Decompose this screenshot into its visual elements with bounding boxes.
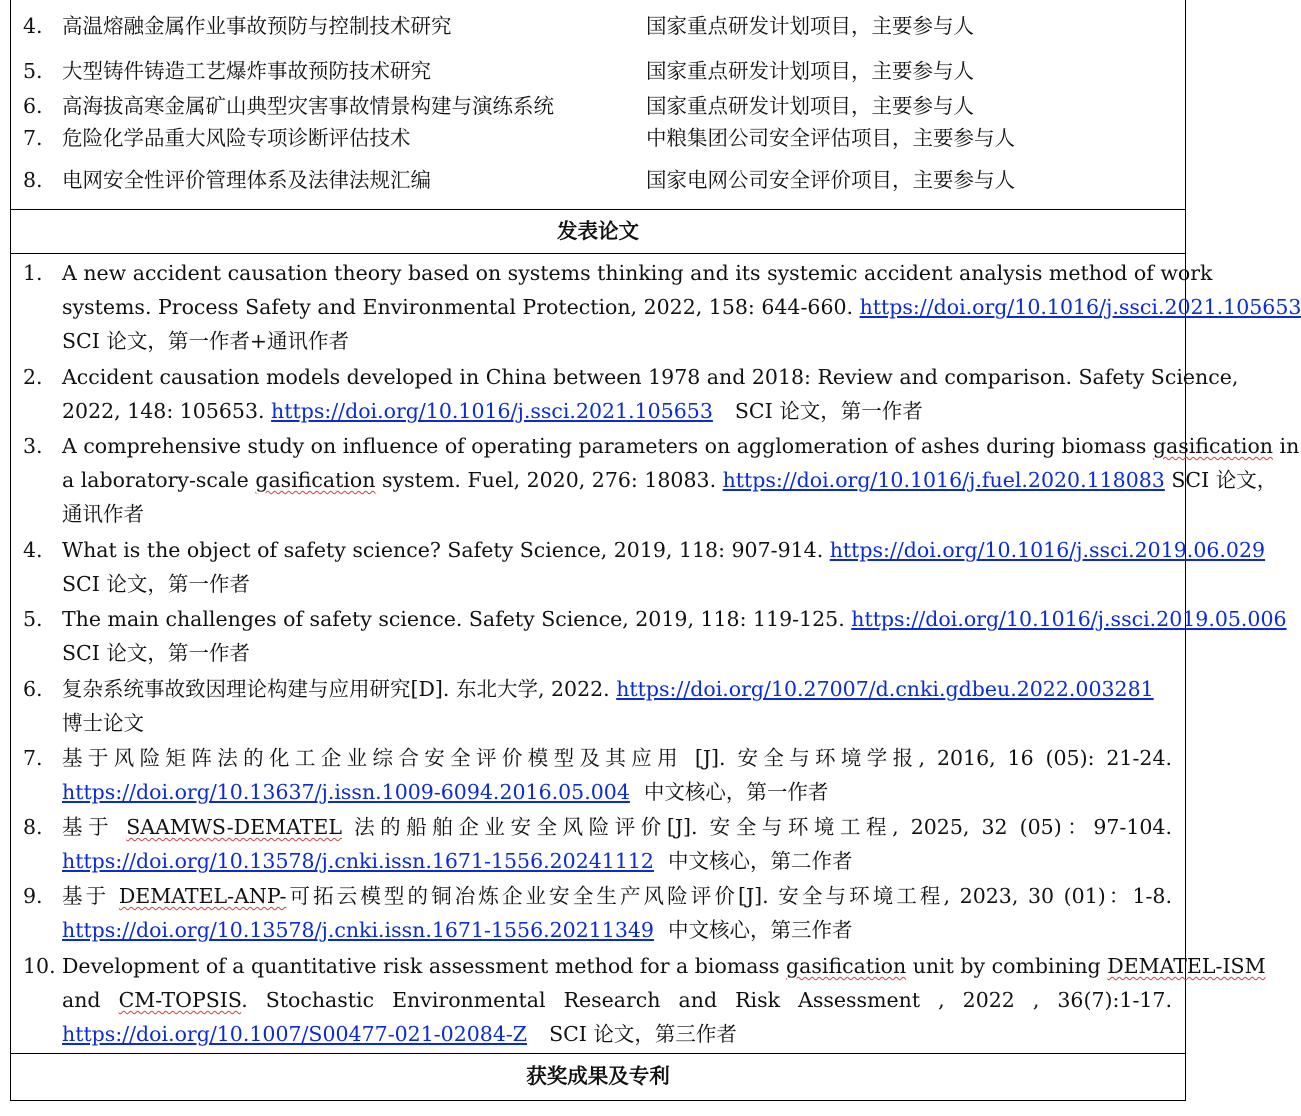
- spellcheck-word: gasification: [786, 954, 907, 978]
- project-title: 大型铸件铸造工艺爆炸事故预防技术研究: [62, 59, 431, 83]
- project-row: [11, 123, 1185, 153]
- paper-citation: A comprehensive study on influence of operating parameters on agglomeration of ashes during biomass: [62, 434, 1153, 458]
- section-title-awards: 获奖成果及专利: [526, 1064, 670, 1088]
- paper-citation: Development of a quantitative risk assessment method for a biomass: [62, 954, 787, 978]
- paper-citation: 复杂系统事故致因理论构建与应用研究[D]. 东北大学, 2022.: [62, 677, 617, 701]
- paper-citation: The main challenges of safety science. Safety Science, 2019, 118: 119-125.: [62, 607, 852, 631]
- paper-number: 1.: [23, 261, 43, 285]
- project-title: 危险化学品重大风险专项诊断评估技术: [62, 126, 411, 150]
- paper-citation: systems. Process Safety and Environmental Protection, 2022, 158: 644-660.: [62, 295, 860, 319]
- project-row: [11, 165, 1185, 195]
- doi-link[interactable]: https://doi.org/10.1016/j.fuel.2020.118083: [722, 468, 1165, 492]
- paper-note: SCI 论文，第三作者: [549, 1022, 737, 1046]
- paper-citation: 2022, 148: 105653.: [62, 399, 272, 423]
- doi-link[interactable]: https://doi.org/10.1016/j.ssci.2021.105653: [271, 399, 713, 423]
- paper-citation: in: [1273, 434, 1300, 458]
- project-role: 国家重点研发计划项目，主要参与人: [646, 59, 974, 83]
- paper-citation: 法的船舶企业安全风险评价[J]. 安全与环境工程, 2025, 32 (05)：97-104.: [341, 815, 1172, 839]
- paper-citation: 基于: [62, 884, 119, 908]
- project-title: 电网安全性评价管理体系及法律法规汇编: [62, 168, 431, 192]
- project-number: 8.: [23, 168, 43, 192]
- project-row: [11, 91, 1185, 121]
- paper-text: 基于风险矩阵法的化工企业综合安全评价模型及其应用 [J]. 安全与环境学报, 2016, 16 (05): 21-24.: [62, 746, 1172, 770]
- project-number: 5.: [23, 59, 43, 83]
- paper-text: [62, 844, 1172, 878]
- paper-citation: system. Fuel, 2020, 276: 18083.: [375, 468, 723, 492]
- paper-note: SCI 论文，: [1164, 468, 1278, 492]
- doi-link[interactable]: https://doi.org/10.13578/j.cnki.issn.1671-1556.20211349: [62, 918, 654, 942]
- paper-text: [62, 394, 1172, 428]
- paper-text: Accident causation models developed in China between 1978 and 2018: Review and comparison. Safety Science,: [62, 365, 1239, 389]
- paper-note: 中文核心，第一作者: [643, 780, 829, 804]
- paper-number: 8.: [23, 815, 43, 839]
- project-role: 中粮集团公司安全评估项目，主要参与人: [646, 126, 1015, 150]
- paper-text: [62, 290, 1301, 324]
- paper-number: 3.: [23, 434, 43, 458]
- project-role: 国家电网公司安全评价项目，主要参与人: [646, 168, 1015, 192]
- paper-citation: and: [62, 988, 101, 1012]
- paper-number: 7.: [23, 746, 43, 770]
- paper-citation: . Stochastic Environmental Research and Risk Assessment , 2022 , 36(7):1-17.: [241, 988, 1172, 1012]
- project-title: 高海拔高寒金属矿山典型灾害事故情景构建与演练系统: [62, 94, 554, 118]
- project-row: [11, 56, 1185, 86]
- paper-text: [62, 983, 1172, 1017]
- doi-link[interactable]: https://doi.org/10.13637/j.issn.1009-6094.2016.05.004: [62, 780, 630, 804]
- paper-number: 10.: [23, 954, 56, 978]
- paper-note: SCI 论文，第一作者: [62, 641, 250, 665]
- project-number: 7.: [23, 126, 43, 150]
- paper-note: 中文核心，第二作者: [667, 849, 853, 873]
- paper-citation: 基于: [62, 815, 127, 839]
- project-row: [11, 11, 1185, 41]
- paper-note: SCI 论文，第一作者+通讯作者: [62, 329, 350, 353]
- paper-citation: What is the object of safety science? Safety Science, 2019, 118: 907-914.: [62, 538, 830, 562]
- paper-number: 2.: [23, 365, 43, 389]
- paper-text: [62, 429, 1300, 463]
- paper-citation: 可拓云模型的铜冶炼企业安全生产风险评价[J]. 安全与环境工程, 2023, 30 (01)：1-8.: [286, 884, 1172, 908]
- project-number: 4.: [23, 14, 43, 38]
- table-divider: [11, 1053, 1185, 1054]
- paper-number: 5.: [23, 607, 43, 631]
- paper-text: [62, 533, 1266, 567]
- paper-text: [62, 913, 1172, 947]
- spellcheck-word: DEMATEL-ISM: [1107, 954, 1266, 978]
- paper-text: [62, 1017, 1172, 1051]
- spellcheck-word: gasification: [255, 468, 376, 492]
- paper-citation: a laboratory-scale: [62, 468, 256, 492]
- paper-text: [62, 775, 1172, 809]
- paper-text: [62, 949, 1266, 983]
- paper-text: [62, 602, 1287, 636]
- paper-number: 6.: [23, 677, 43, 701]
- paper-note: 通讯作者: [62, 502, 144, 526]
- paper-note: SCI 论文，第一作者: [62, 572, 250, 596]
- spellcheck-word: DEMATEL-ANP-: [118, 884, 287, 908]
- resume-table: [10, 0, 1301, 1101]
- project-role: 国家重点研发计划项目，主要参与人: [646, 14, 974, 38]
- paper-citation: unit by combining: [906, 954, 1108, 978]
- paper-note: SCI 论文，第一作者: [734, 399, 923, 423]
- doi-link[interactable]: https://doi.org/10.27007/d.cnki.gdbeu.2022.003281: [616, 677, 1154, 701]
- doi-link[interactable]: https://doi.org/10.13578/j.cnki.issn.1671-1556.20241112: [62, 849, 654, 873]
- doi-link[interactable]: https://doi.org/10.1016/j.ssci.2019.05.006: [851, 607, 1287, 631]
- table-divider: [11, 253, 1185, 254]
- doi-link[interactable]: https://doi.org/10.1007/S00477-021-02084-Z: [62, 1022, 528, 1046]
- paper-text: [62, 810, 1172, 844]
- project-title: 高温熔融金属作业事故预防与控制技术研究: [62, 14, 452, 38]
- paper-note: 中文核心，第三作者: [667, 918, 853, 942]
- project-number: 6.: [23, 94, 43, 118]
- paper-note: 博士论文: [62, 711, 144, 735]
- project-role: 国家重点研发计划项目，主要参与人: [646, 94, 974, 118]
- doi-link[interactable]: https://doi.org/10.1016/j.ssci.2021.105653: [859, 295, 1301, 319]
- doi-link[interactable]: https://doi.org/10.1016/j.ssci.2019.06.029: [829, 538, 1266, 562]
- paper-text: [62, 672, 1172, 706]
- paper-number: 9.: [23, 884, 43, 908]
- paper-text: [62, 463, 1278, 497]
- spellcheck-word: gasification: [1152, 434, 1274, 458]
- spellcheck-word: SAAMWS-DEMATEL: [126, 815, 342, 839]
- section-title-papers: 发表论文: [557, 219, 639, 243]
- paper-number: 4.: [23, 538, 43, 562]
- paper-text: [62, 879, 1172, 913]
- paper-text: A new accident causation theory based on systems thinking and its systemic accident analysis method of work: [62, 261, 1213, 285]
- spellcheck-word: CM-TOPSIS: [118, 988, 242, 1012]
